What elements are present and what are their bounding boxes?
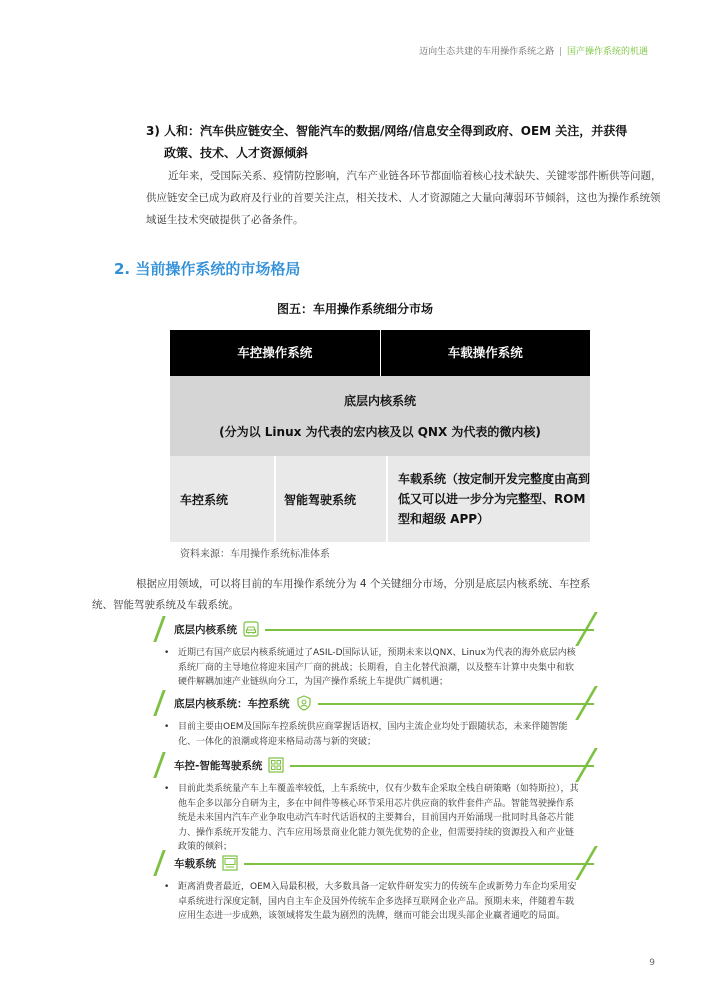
table-header-row (170, 330, 590, 376)
shield-car-icon (296, 695, 312, 711)
segment-text (158, 646, 580, 690)
header-separator: | (559, 47, 563, 57)
bullet-dot: • (164, 648, 170, 658)
segment-description: 近期已有国产底层内核系统通过了ASIL-D国际认证，预期未来以QNX、Linux为代表的海外底层内核系统厂商的主导地位将迎来国产厂商的挑战；长期看，自主化替代浪潮，以及整车计算中央集中和软硬件解耦加速产业链纵向分工，为国产操作系统上车提供广阔机遇； (178, 648, 576, 688)
banner-slash-left (153, 690, 165, 716)
segment-kernel (158, 616, 594, 690)
segment-banner (158, 850, 594, 876)
segment-banner (158, 690, 594, 716)
section-3-heading-line1: 人和：汽车供应链安全、智能汽车的数据/网络/信息安全得到政府、OEM 关注，并获得 (164, 124, 628, 138)
segment-title-tab (168, 852, 244, 874)
segment-text (158, 782, 580, 855)
cell-infotainment-system: 车载系统（按定制开发完整度由高到低又可以进一步分为完整型、ROM 型和超级 APP） (398, 472, 591, 526)
banner-slash-left (153, 616, 165, 642)
section-3-number: 3) (146, 124, 160, 138)
segment-description: 距离消费者最近，OEM入局最积极，大多数具备一定软件研发实力的传统车企或新势力车企均采用安卓系统进行深度定制，国内自主车企及国外传统车企多选择互联网企业产品。预期未来，伴随着车载应用生态进一步成熟，该领域将发生最为剧烈的洗牌，继而可能会出现头部企业赢者通吃的局面。 (178, 882, 577, 922)
header-subtitle: 国产操作系统的机遇 (566, 47, 648, 57)
cell-control-system: 车控系统 (170, 456, 276, 542)
section-3-heading-line2: 政策、技术、人才资源倾斜 (164, 146, 309, 160)
segment-title: 车载系统 (174, 857, 216, 870)
grid-icon (268, 757, 284, 773)
figure-source: 资料来源：车用操作系统标准体系 (180, 549, 330, 560)
body-paragraph-line1: 根据应用领域，可以将目前的车用操作系统分为 4 个关键细分市场，分别是底层内核系统、车控系 (136, 578, 591, 590)
bullet-dot: • (164, 784, 170, 794)
bullet-dot: • (164, 882, 170, 892)
segment-control (158, 690, 594, 749)
segment-adas (158, 752, 594, 855)
segment-title-tab (168, 692, 318, 714)
segment-title-tab (168, 754, 290, 776)
segment-description: 目前此类系统量产车上车覆盖率较低，上车系统中，仅有少数车企采取全栈自研策略（如特斯拉），其他车企多以部分自研为主，多在中间件等核心环节采用芯片供应商的软件套件产品。智能驾驶操作系统是未来国内汽车产业争取电动汽车时代话语权的主要舞台，目前国内开始涌现一批同时具备芯片能力、操作系统开发能力、汽车应用场景商业化能力领先优势的企业，但需要持续的资源投入和产业链政策的倾斜； (178, 784, 579, 853)
segment-description: 目前主要由OEM及国际车控系统供应商掌握话语权，国内主流企业均处于跟随状态，未来伴随智能化、一体化的浪潮或将迎来格局动荡与新的突破； (178, 722, 568, 747)
segment-text (158, 720, 580, 749)
kernel-title: 底层内核系统 (343, 394, 416, 408)
running-header (419, 44, 648, 57)
cell-adas-system: 智能驾驶系统 (276, 456, 388, 542)
body-paragraph-line2: 统、智能驾驶系统及车载系统。 (92, 599, 239, 611)
banner-slash-left (153, 752, 165, 778)
figure-title: 图五：车用操作系统细分市场 (276, 302, 433, 316)
table-header-infotainment-os: 车载操作系统 (380, 330, 591, 376)
segment-banner (158, 752, 594, 778)
car-icon (243, 621, 259, 637)
table-kernel-row (170, 376, 590, 456)
section-2-heading: 2. 当前操作系统的市场格局 (114, 260, 301, 278)
table-header-control-os: 车控操作系统 (170, 330, 380, 376)
page-number: 9 (649, 958, 655, 968)
banner-slash-left (153, 850, 165, 876)
kernel-description: (分为以 Linux 为代表的宏内核及以 QNX 为代表的微内核) (219, 425, 541, 439)
segment-title: 车控-智能驾驶系统 (174, 759, 263, 772)
body-paragraph (92, 574, 662, 616)
segment-title: 底层内核系统：车控系统 (174, 697, 290, 710)
bullet-dot: • (164, 722, 170, 732)
os-market-table (170, 330, 590, 542)
dashboard-icon (222, 855, 238, 871)
table-bottom-row (170, 456, 590, 542)
section-3-paragraph: 近年来，受国际关系、疫情防控影响，汽车产业链各环节都面临着核心技术缺失、关键零部件断供等问题，供应链安全已成为政府及行业的首要关注点，相关技术、人才资源随之大量向薄弱环节倾斜，这也为操作系统领域诞生技术突破提供了必备条件。 (146, 170, 662, 226)
segment-title: 底层内核系统 (174, 623, 237, 636)
segment-banner (158, 616, 594, 642)
section-3-heading (146, 120, 662, 164)
segment-infotainment (158, 850, 594, 924)
header-title: 迈向生态共建的车用操作系统之路 (419, 47, 555, 57)
segment-text (158, 880, 580, 924)
segment-title-tab (168, 618, 265, 640)
